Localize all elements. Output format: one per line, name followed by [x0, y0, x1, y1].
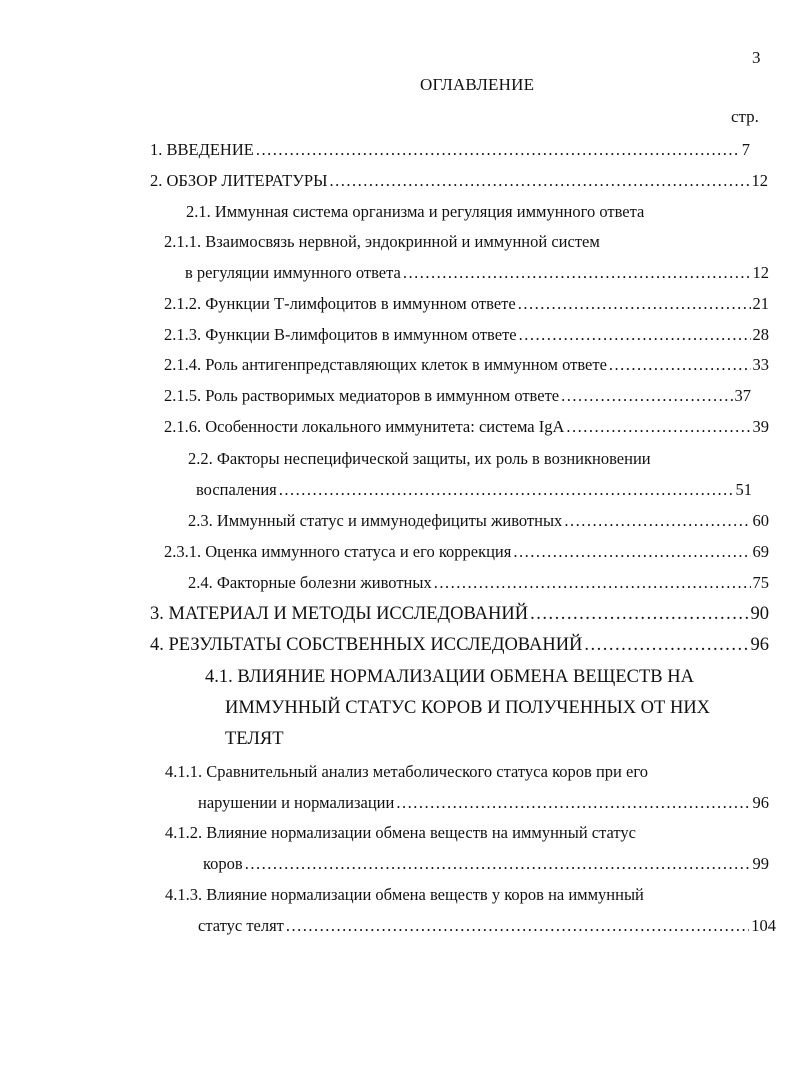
toc-entry-text: 2.3.1. Оценка иммунного статуса и его коррекция — [164, 542, 512, 561]
toc-entry-2-1-5[interactable] — [164, 386, 751, 412]
toc-entry-2-1-4[interactable] — [164, 355, 769, 381]
toc-entry-2-4[interactable] — [188, 573, 769, 599]
toc-entry-2-2[interactable] — [196, 480, 752, 506]
toc-heading-4-1-line2[interactable]: ИММУННЫЙ СТАТУС КОРОВ И ПОЛУЧЕННЫХ ОТ НИХ — [225, 698, 711, 718]
toc-entry-page: 51 — [735, 480, 752, 499]
toc-entry-text: воспаления — [196, 480, 277, 499]
toc-entry-page: 21 — [752, 294, 769, 313]
toc-entry-2-1-6[interactable] — [164, 417, 769, 443]
page-number: 3 — [752, 48, 761, 67]
toc-entry-literature-review[interactable] — [150, 171, 768, 197]
toc-heading-2-2[interactable]: 2.2. Факторы неспецифической защиты, их роль в возникновении — [188, 449, 651, 468]
toc-entry-4-1-2[interactable] — [203, 854, 769, 880]
toc-entry-page: 60 — [752, 511, 769, 530]
toc-heading-2-1-1[interactable]: 2.1.1. Взаимосвязь нервной, эндокринной и иммунной систем — [164, 232, 600, 251]
toc-heading-4-1-2[interactable]: 4.1.2. Влияние нормализации обмена веществ на иммунный статус — [165, 823, 636, 842]
dot-leader — [609, 355, 751, 375]
dot-leader — [286, 916, 749, 936]
toc-entry-text: 2.1.6. Особенности локального иммунитета: система IgA — [164, 417, 565, 436]
toc-entry-page: 69 — [752, 542, 769, 561]
dot-leader — [513, 542, 750, 562]
dot-leader — [245, 854, 751, 874]
toc-entry-text: 2.4. Факторные болезни животных — [188, 573, 432, 592]
toc-entry-page: 28 — [752, 325, 769, 344]
toc-entry-page: 12 — [752, 263, 769, 282]
toc-entry-page: 37 — [734, 386, 751, 405]
toc-entry-2-3[interactable] — [188, 511, 769, 537]
toc-entry-page: 96 — [752, 793, 769, 812]
toc-entry-materials-methods[interactable] — [150, 604, 769, 630]
toc-heading-4-1-line3[interactable]: ТЕЛЯТ — [225, 729, 284, 749]
dot-leader — [519, 325, 751, 345]
toc-entry-text: 1. ВВЕДЕНИЕ — [150, 140, 254, 159]
toc-entry-text: 2.1.5. Роль растворимых медиаторов в иммунном ответе — [164, 386, 560, 405]
toc-entry-text: в регуляции иммунного ответа — [185, 263, 401, 282]
toc-heading-2-1[interactable]: 2.1. Иммунная система организма и регуляция иммунного ответа — [186, 202, 645, 221]
toc-entry-text: 2.1.3. Функции В-лимфоцитов в иммунном ответе — [164, 325, 517, 344]
dot-leader — [561, 386, 732, 406]
toc-entry-text: статус телят — [198, 916, 284, 935]
dot-leader — [279, 480, 734, 500]
dot-leader — [396, 793, 750, 813]
toc-entry-2-1-3[interactable] — [164, 325, 769, 351]
toc-entry-page: 39 — [752, 417, 769, 436]
toc-entry-page: 33 — [752, 355, 769, 374]
dot-leader — [566, 417, 750, 437]
dot-leader — [403, 263, 751, 283]
toc-entry-4-1-1[interactable] — [198, 793, 769, 819]
toc-entry-2-1-1[interactable] — [185, 263, 769, 289]
toc-heading-4-1-1[interactable]: 4.1.1. Сравнительный анализ метаболического статуса коров при его — [165, 762, 648, 781]
toc-entry-2-1-2[interactable] — [164, 294, 769, 320]
toc-entry-page: 96 — [750, 635, 769, 655]
toc-entry-introduction[interactable] — [150, 140, 750, 166]
toc-entry-page: 90 — [750, 604, 769, 624]
toc-entry-page: 75 — [752, 573, 769, 592]
toc-entry-page: 7 — [741, 140, 750, 159]
toc-entry-2-3-1[interactable] — [164, 542, 769, 568]
toc-entry-4-1-3[interactable] — [198, 916, 776, 942]
toc-entry-text: 2.1.2. Функции Т-лимфоцитов в иммунном ответе — [164, 294, 516, 313]
toc-heading-4-1-line1[interactable]: 4.1. ВЛИЯНИЕ НОРМАЛИЗАЦИИ ОБМЕНА ВЕЩЕСТВ НА — [205, 667, 694, 687]
toc-entry-text: 3. МАТЕРИАЛ И МЕТОДЫ ИССЛЕДОВАНИЙ — [150, 604, 529, 624]
toc-entry-page: 12 — [751, 171, 768, 190]
toc-heading-4-1-3[interactable]: 4.1.3. Влияние нормализации обмена веществ у коров на иммунный — [165, 885, 644, 904]
toc-entry-text: 2. ОБЗОР ЛИТЕРАТУРЫ — [150, 171, 328, 190]
toc-entry-page: 104 — [751, 916, 776, 935]
dot-leader — [530, 604, 748, 625]
dot-leader — [256, 140, 740, 160]
dot-leader — [434, 573, 751, 593]
dot-leader — [584, 635, 748, 656]
dot-leader — [518, 294, 751, 314]
page-title: ОГЛАВЛЕНИЕ — [420, 75, 535, 94]
toc-entry-text: 2.1.4. Роль антигенпредставляющих клеток в иммунном ответе — [164, 355, 607, 374]
toc-entry-text: 2.3. Иммунный статус и иммунодефициты животных — [188, 511, 563, 530]
page-column-label: стр. — [731, 107, 759, 126]
dot-leader — [330, 171, 750, 191]
toc-entry-text: нарушении и нормализации — [198, 793, 395, 812]
toc-entry-page: 99 — [752, 854, 769, 873]
toc-entry-results[interactable] — [150, 635, 769, 661]
dot-leader — [564, 511, 750, 531]
toc-entry-text: 4. РЕЗУЛЬТАТЫ СОБСТВЕННЫХ ИССЛЕДОВАНИЙ — [150, 635, 583, 655]
toc-entry-text: коров — [203, 854, 243, 873]
